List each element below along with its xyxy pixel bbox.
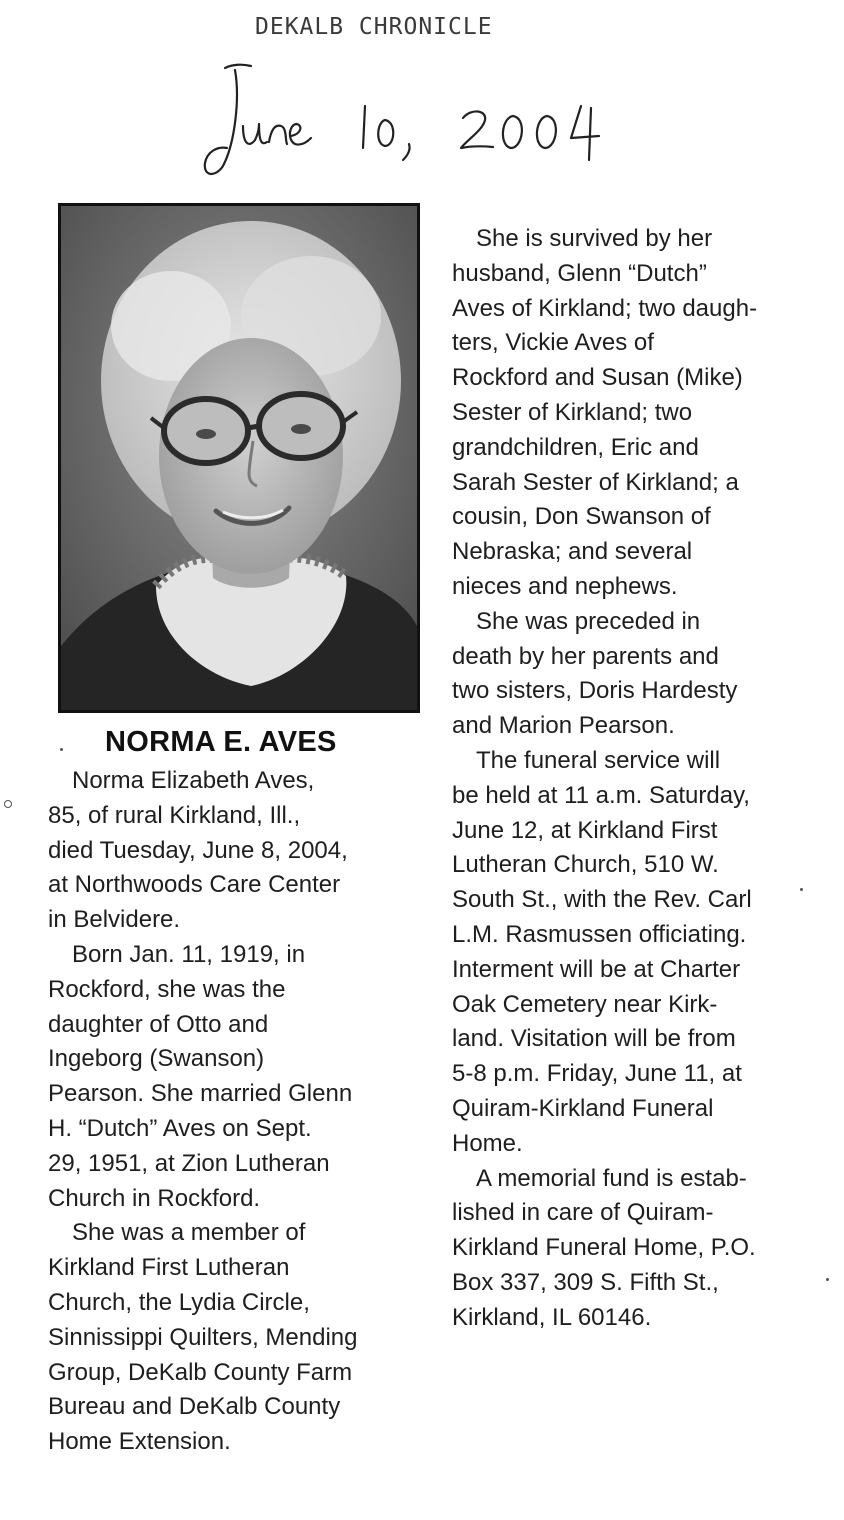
text-line: cousin, Don Swanson of bbox=[452, 503, 711, 531]
text-line: at Northwoods Care Center bbox=[48, 871, 341, 899]
newspaper-masthead: DEKALB CHRONICLE bbox=[255, 14, 493, 40]
text-line: Norma Elizabeth Aves, bbox=[48, 767, 315, 794]
text-line: Oak Cemetery near Kirk- bbox=[452, 990, 718, 1018]
handwritten-date bbox=[195, 48, 635, 188]
portrait-photo bbox=[58, 203, 420, 713]
text-line: and Marion Pearson. bbox=[452, 712, 675, 740]
left-column bbox=[48, 764, 420, 1460]
text-line: Kirkland First Lutheran bbox=[48, 1254, 290, 1282]
scan-speck bbox=[60, 748, 63, 751]
text-line: Pearson. She married Glenn bbox=[48, 1080, 353, 1108]
text-line: Kirkland Funeral Home, P.O. bbox=[452, 1234, 756, 1262]
text-line: Box 337, 309 S. Fifth St., bbox=[452, 1268, 719, 1296]
text-line: She is survived by her bbox=[452, 225, 713, 252]
text-line: Sinnissippi Quilters, Mending bbox=[48, 1323, 358, 1351]
text-line: 29, 1951, at Zion Lutheran bbox=[48, 1149, 330, 1177]
text-line: H. “Dutch” Aves on Sept. bbox=[48, 1114, 312, 1142]
text-line: Rockford and Susan (Mike) bbox=[452, 364, 743, 392]
handwritten-date-text: June 10, 2004 bbox=[195, 48, 202, 49]
text-line: nieces and nephews. bbox=[452, 572, 678, 600]
right-column bbox=[452, 222, 832, 1336]
text-line: Church in Rockford. bbox=[48, 1184, 261, 1212]
text-line: Interment will be at Charter bbox=[452, 955, 741, 983]
text-line: ters, Vickie Aves of bbox=[452, 329, 654, 357]
text-line: South St., with the Rev. Carl bbox=[452, 886, 752, 914]
text-line: L.M. Rasmussen officiating. bbox=[452, 920, 747, 948]
text-line: She was preceded in bbox=[452, 607, 701, 635]
text-line: Aves of Kirkland; two daugh- bbox=[452, 294, 758, 322]
scan-speck bbox=[800, 888, 803, 891]
text-line: She was a member of bbox=[48, 1219, 306, 1247]
scan-speck bbox=[4, 800, 12, 808]
text-line: in Belvidere. bbox=[48, 906, 181, 934]
text-line: two sisters, Doris Hardesty bbox=[452, 677, 738, 705]
text-line: died Tuesday, June 8, 2004, bbox=[48, 836, 348, 864]
text-line: 85, of rural Kirkland, Ill., bbox=[48, 801, 301, 829]
obituary-headline: NORMA E. AVES bbox=[105, 726, 337, 758]
text-line: grandchildren, Eric and bbox=[452, 433, 699, 461]
text-line: June 12, at Kirkland First bbox=[452, 816, 718, 844]
text-line: death by her parents and bbox=[452, 642, 719, 670]
scan-speck bbox=[826, 1278, 829, 1281]
text-line: Rockford, she was the bbox=[48, 975, 286, 1003]
text-line: Sester of Kirkland; two bbox=[452, 398, 693, 426]
text-line: The funeral service will bbox=[452, 746, 721, 774]
text-line: Kirkland, IL 60146. bbox=[452, 1303, 652, 1331]
text-line: Church, the Lydia Circle, bbox=[48, 1288, 310, 1316]
text-line: Nebraska; and several bbox=[452, 538, 693, 566]
text-line: Quiram-Kirkland Funeral bbox=[452, 1094, 714, 1122]
text-line: Ingeborg (Swanson) bbox=[48, 1045, 265, 1073]
text-line: Home. bbox=[452, 1129, 523, 1157]
text-line: A memorial fund is estab- bbox=[452, 1164, 747, 1192]
text-line: Home Extension. bbox=[48, 1428, 231, 1456]
text-line: daughter of Otto and bbox=[48, 1010, 269, 1038]
text-line: Bureau and DeKalb County bbox=[48, 1393, 341, 1421]
text-line: 5-8 p.m. Friday, June 11, at bbox=[452, 1060, 742, 1088]
text-line: Lutheran Church, 510 W. bbox=[452, 851, 719, 879]
text-line: Sarah Sester of Kirkland; a bbox=[452, 468, 739, 496]
text-line: land. Visitation will be from bbox=[452, 1025, 736, 1053]
text-line: Group, DeKalb County Farm bbox=[48, 1358, 353, 1386]
text-line: be held at 11 a.m. Saturday, bbox=[452, 781, 750, 809]
text-line: lished in care of Quiram- bbox=[452, 1199, 714, 1227]
text-line: Born Jan. 11, 1919, in bbox=[48, 940, 306, 968]
text-line: husband, Glenn “Dutch” bbox=[452, 259, 707, 287]
